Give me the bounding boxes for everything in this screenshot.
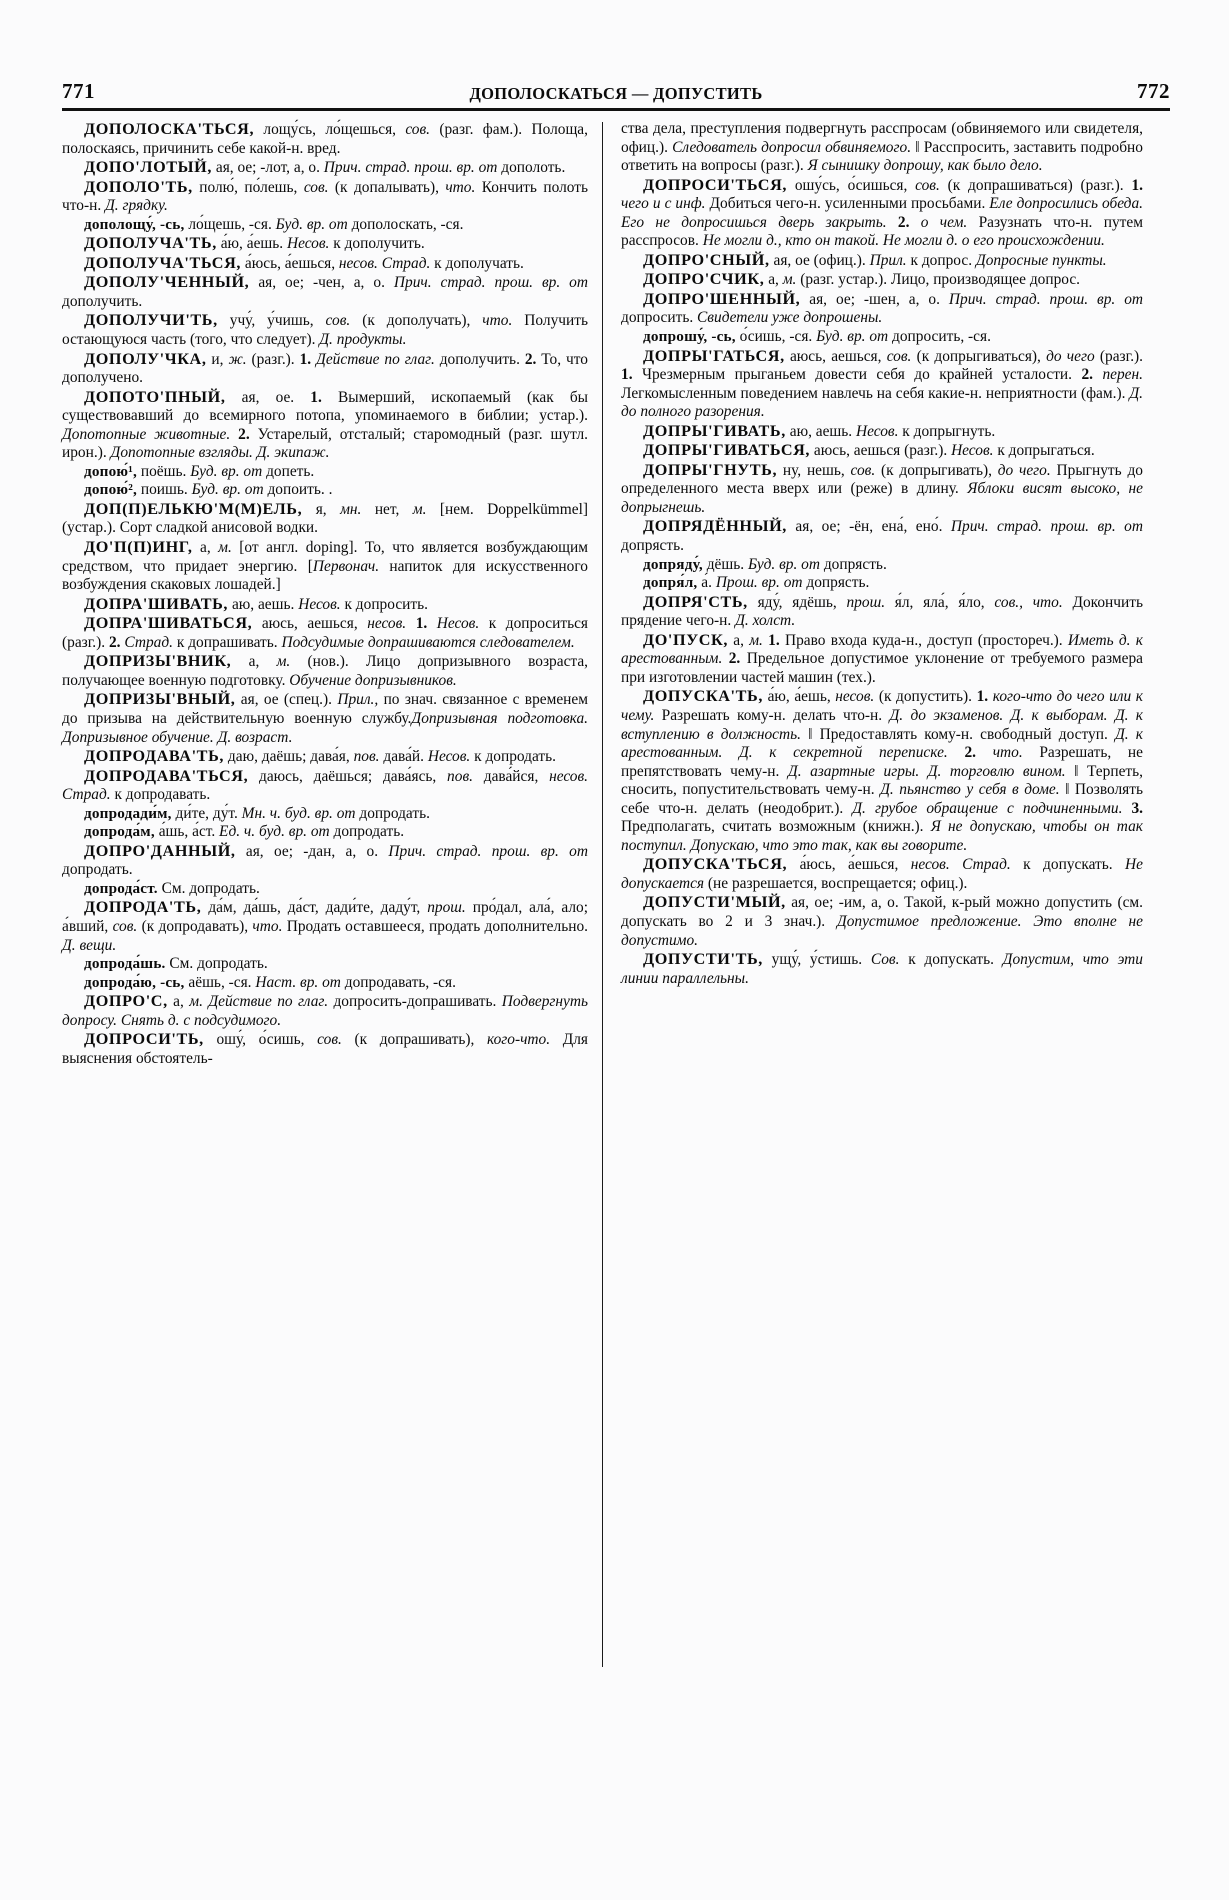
entry-definition: а́шь, а́ст. Ед. ч. буд. вр. от допродать. xyxy=(158,823,405,841)
entry-subheadword: допрода́ю, -сь, xyxy=(84,973,185,991)
entry-headword: ДОПРИЗЫ'ВНЫЙ, xyxy=(84,690,236,709)
dictionary-entry xyxy=(62,158,588,178)
dictionary-entry xyxy=(62,842,588,880)
entry-definition: поишь. Буд. вр. от допоить. . xyxy=(140,481,333,499)
entry-headword: ДОПОЛУЧА'ТЬ, xyxy=(84,234,217,253)
dictionary-entry xyxy=(62,500,588,538)
entry-definition: ая, ое; -шен, а, о. Прич. страд. прош. вр. от допросить. Свидетели уже допрошены. xyxy=(621,290,1143,327)
entry-subheadword: допою́¹, xyxy=(84,462,137,480)
entry-definition: а, м. (разг. устар.). Лицо, производящее допрос. xyxy=(768,271,1081,289)
entry-definition: ая, ое; -лот, а, о. Прич. страд. прош. вр. от дополоть. xyxy=(215,159,566,177)
entry-definition: аю, аешь. Несов. к допрыгнуть. xyxy=(789,422,996,440)
entry-definition: о́сишь, -ся. Буд. вр. от допросить, -ся. xyxy=(739,328,991,346)
entry-headword: ДОПРОСИ'ТЬСЯ, xyxy=(643,175,788,194)
dictionary-entry xyxy=(62,254,588,274)
dictionary-entry xyxy=(621,328,1143,347)
dictionary-entry xyxy=(621,290,1143,328)
entry-definition: да́м, да́шь, да́ст, дади́те, даду́т, прош. про́дал, ала́, ало; а́вший, сов. (к допродавать), что. Продать оставшееся, продать дополнительно. Д. вещи. xyxy=(62,899,589,954)
folio-right: 772 xyxy=(1137,79,1170,103)
entry-definition: ая, ое; -дан, а, о. Прич. страд. прош. вр. от допродать. xyxy=(62,842,588,879)
entry-definition: ло́щешь, -ся. Буд. вр. от дополоскать, -ся. xyxy=(188,215,464,233)
dictionary-entry xyxy=(62,178,588,216)
entry-headword: ДОПРА'ШИВАТЬ, xyxy=(84,594,229,613)
entry-headword: ДОПУСКА'ТЬСЯ, xyxy=(643,855,788,874)
dictionary-entry xyxy=(62,538,588,595)
dictionary-entry xyxy=(62,992,588,1030)
entry-headword: ДОПОЛУ'ЧКА, xyxy=(84,349,207,368)
entry-headword: ДОПРОДА'ТЬ, xyxy=(84,898,202,917)
entry-headword: ДОПРО'ДАННЫЙ, xyxy=(84,841,236,860)
page-header xyxy=(62,62,1170,102)
entry-definition: а, м. Действие по глаг. допросить-допрашивать. Подвергнуть допросу. Снять д. с подсудимого. xyxy=(62,993,588,1029)
dictionary-entry xyxy=(62,805,588,824)
entry-definition: и, ж. (разг.). 1. Действие по глаг. дополучить. 2. То, что дополучено. xyxy=(62,350,588,387)
entry-definition: а́. Прош. вр. от допрясть. xyxy=(701,574,870,592)
entry-definition: ая, ое; -им, а, о. Такой, к-рый можно допустить (см. допускать во 2 и 3 знач.). Допустимое предложение. Это вполне не допустимо. xyxy=(621,894,1143,949)
entry-subheadword: допрода́шь. xyxy=(84,955,166,973)
entry-definition: а́ю, а́ешь, несов. (к допустить). 1. кого-что до чего или к чему. Разрешать кому-н. делать что-н. Д. до экзаменов. Д. к выборам. Д. к вступлению в должность. ‖ Предоставлять кому-н. свободный доступ. Д. к арестованным. Д. к секретной переписке. 2. что. Разрешать, не препятствовать чему-н. Д. азартные игры. Д. торговлю вином. ‖ Терпеть, сносить, попустительствовать чему-н. Д. пьянство у себя в доме. ‖ Позволять себе что-н. делать (неодобрит.). Д. грубое обращение с подчиненными. 3. Предполагать, считать возможным (книжн.). Я не допускаю, чтобы он так поступил. Допускаю, что это так, как вы говорите. xyxy=(621,688,1144,854)
entry-definition: ая, ое (спец.). Прил., по знач. связанное с временем до призыва на действительную военную службу.Допризывная подготовка. Допризывное обучение. Д. возраст. xyxy=(62,691,588,746)
entry-definition: яду́, ядёшь, прош. я́л, яла́, я́ло, сов., что. Докончить прядение чего-н. Д. холст. xyxy=(621,593,1143,630)
entry-definition: аю, аешь. Несов. к допросить. xyxy=(231,595,428,613)
entry-definition: поёшь. Буд. вр. от допеть. xyxy=(140,462,315,480)
entry-headword: ДОПРО'СЧИК, xyxy=(643,270,765,289)
entry-definition: ства дела, преступления подвергнуть расспросам (обвиняемого или свидетеля, офиц.). Следователь допросил обвиняемого. ‖ Расспросить, заставить подробно ответить на вопросы (разг.). Я сынишку допрошу, как было дело. xyxy=(621,120,1143,175)
dictionary-entry xyxy=(621,176,1143,251)
dictionary-entry xyxy=(62,234,588,254)
entry-headword: ДОПРОДАВА'ТЬСЯ, xyxy=(84,766,249,785)
entry-definition: См. допродать. xyxy=(169,955,268,973)
entry-headword: ДОПРЫ'ГИВАТЬ, xyxy=(643,421,786,440)
dictionary-entry xyxy=(62,350,588,388)
entry-definition: аёшь, -ся. Наст. вр. от допродавать, -ся. xyxy=(188,973,456,991)
entry-definition: я, мн. нет, м. [нем. Doppelkümmel] (устар.). Сорт сладкой анисовой водки. xyxy=(62,500,588,537)
dictionary-entry xyxy=(621,422,1143,442)
dictionary-entry xyxy=(621,855,1143,893)
entry-definition: даю, даёшь; дава́я, пов. дава́й. Несов. к допродать. xyxy=(227,748,557,766)
dictionary-entry xyxy=(62,652,588,690)
entry-definition: полю́, по́лешь, сов. (к допалывать), что. Кончить полоть что-н. Д. грядку. xyxy=(62,178,588,215)
dictionary-entry xyxy=(621,556,1143,575)
entry-definition: а́ю, а́ешь. Несов. к дополучить. xyxy=(220,235,425,253)
column-left xyxy=(62,120,602,1820)
folio-left: 771 xyxy=(62,79,95,103)
entry-headword: ДОПОЛО'ТЬ, xyxy=(84,177,193,196)
dictionary-entry xyxy=(621,251,1143,271)
entry-definition: учу́, у́чишь, сов. (к дополучать), что. Получить остающуюся часть (того, что следует). Д. продукты. xyxy=(62,312,588,349)
entry-definition: дёшь. Буд. вр. от допрясть. xyxy=(706,555,887,573)
entry-subheadword: дополощу́, -сь, xyxy=(84,215,185,233)
entry-definition: ая, ое; -ён, ена́, ено́. Прич. страд. прош. вр. от допрясть. xyxy=(621,518,1143,555)
entry-headword: ДОПУСТИ'ТЬ, xyxy=(643,950,763,969)
entry-headword: ДОПО'ЛОТЫЙ, xyxy=(84,158,212,177)
dictionary-entry xyxy=(621,347,1143,422)
dictionary-entry xyxy=(621,270,1143,290)
entry-headword: ДО'ПУСК, xyxy=(643,630,728,649)
dictionary-entry xyxy=(621,687,1143,855)
entry-definition: ошу́сь, о́сишься, сов. (к допрашиваться) (разг.). 1. чего и с инф. Добиться чего-н. усиленными просьбами. Еле допросились обеда. Его не допросишься дверь закрыть. 2. о чем. Разузнать что-н. путем расспросов. Не могли д., кто он такой. Не могли д. о его происхождении. xyxy=(621,176,1143,250)
entry-headword: ДОПОЛОСКА'ТЬСЯ, xyxy=(84,120,255,138)
dictionary-entry xyxy=(621,461,1143,518)
dictionary-entry xyxy=(621,950,1143,988)
dictionary-entry xyxy=(62,595,588,615)
dictionary-entry xyxy=(62,463,588,482)
dictionary-entry xyxy=(621,441,1143,461)
entry-subheadword: допря́л, xyxy=(643,574,698,592)
dictionary-entry xyxy=(62,273,588,311)
dictionary-entry xyxy=(621,517,1143,555)
entry-definition: а, м. [от англ. doping]. То, что является возбуждающим средством, что придает энергию. [Первонач. напиток для искусственного возбуждения скаковых лошадей.] xyxy=(62,539,588,594)
entry-headword: ДОПРОСИ'ТЬ, xyxy=(84,1030,204,1049)
entry-definition: ая, ое; -чен, а, о. Прич. страд. прош. вр. от дополучить. xyxy=(62,274,588,310)
entry-definition: аюсь, аешься (разг.). Несов. к допрыгаться. xyxy=(813,442,1095,460)
dictionary-entry xyxy=(62,216,588,235)
entry-headword: ДОПРА'ШИВАТЬСЯ, xyxy=(84,614,253,633)
entry-headword: ДОПОЛУЧА'ТЬСЯ, xyxy=(84,253,242,272)
entry-definition: ну, нешь, сов. (к допрыгивать), до чего. Прыгнуть до определенного места вверх или (реже) в длину. Яблоки висят высоко, не допрыгнешь. xyxy=(621,461,1143,516)
entry-definition: лощу́сь, ло́щешься, сов. (разг. фам.). Полоща, полоскаясь, причинить себе какой-н. вред. xyxy=(62,121,588,157)
entry-subheadword: допрода́ст. xyxy=(84,879,158,897)
entry-headword: ДОПРИЗЫ'ВНИК, xyxy=(84,652,232,671)
entry-definition: ая, ое. 1. Вымерший, ископаемый (как бы существовавший до всемирного потопа, упоминаемого в библии; устар.). Допотопные животные. 2. Устарелый, отсталый; старомодный (разг. шутл. ирон.). Допотопные взгляды. Д. экипаж. xyxy=(62,388,588,462)
entry-headword: ДОПОЛУЧИ'ТЬ, xyxy=(84,311,218,330)
entry-headword: ДОПУСКА'ТЬ, xyxy=(643,687,763,706)
entry-subheadword: допродади́м, xyxy=(84,804,172,822)
dictionary-entry xyxy=(62,767,588,805)
dictionary-entry xyxy=(62,614,588,652)
entry-definition: См. допродать. xyxy=(161,879,260,897)
entry-headword: ДОПРЫ'ГИВАТЬСЯ, xyxy=(643,441,811,460)
text-columns xyxy=(62,120,1170,1820)
entry-headword: ДОПРЫ'ГАТЬСЯ, xyxy=(643,346,785,365)
dictionary-entry xyxy=(62,880,588,899)
dictionary-entry xyxy=(62,388,588,463)
entry-headword: ДОПРО'СНЫЙ, xyxy=(643,250,770,269)
dictionary-entry xyxy=(62,311,588,349)
header-rule xyxy=(62,108,1170,111)
entry-headword: ДОПРОДАВА'ТЬ, xyxy=(84,747,225,766)
dictionary-entry xyxy=(62,481,588,500)
entry-subheadword: допою́², xyxy=(84,481,137,499)
entry-continuation xyxy=(621,120,1143,176)
entry-definition: ошу́, о́сишь, сов. (к допрашивать), кого-что. Для выяснения обстоятель- xyxy=(62,1031,588,1067)
dictionary-entry xyxy=(621,631,1143,688)
entry-definition: ущу́, у́стишь. Сов. к допускать. Допустим, что эти линии параллельны. xyxy=(621,951,1143,987)
entry-definition: а, м. 1. Право входа куда-н., доступ (простореч.). Иметь д. к арестованным. 2. Предельное допустимое уклонение от требуемого размера при изготовлении частей машин (тех.). xyxy=(621,631,1143,686)
dictionary-entry xyxy=(62,120,588,158)
dictionary-entry xyxy=(62,747,588,767)
dictionary-entry xyxy=(62,974,588,993)
entry-headword: ДОП(П)ЕЛЬКЮ'М(М)ЕЛЬ, xyxy=(84,499,303,518)
running-title: ДОПОЛОСКАТЬСЯ — ДОПУСТИТЬ xyxy=(469,83,763,103)
entry-definition: даюсь, даёшься; дава́ясь, пов. дава́йся, несов. Страд. к допродавать. xyxy=(62,767,588,804)
entry-definition: а́юсь, а́ешься, несов. Страд. к дополучать. xyxy=(244,254,524,272)
dictionary-entry xyxy=(62,1030,588,1068)
dictionary-entry xyxy=(62,898,588,955)
entry-headword: ДОПРО'ШЕННЫЙ, xyxy=(643,289,801,308)
entry-definition: ая, ое (офиц.). Прил. к допрос. Допросные пункты. xyxy=(773,251,1107,269)
dictionary-entry xyxy=(621,593,1143,631)
dictionary-entry xyxy=(621,893,1143,950)
entry-headword: ДОПРЫ'ГНУТЬ, xyxy=(643,460,778,479)
column-right xyxy=(603,120,1143,1820)
entry-headword: ДОПРО'С, xyxy=(84,992,168,1011)
entry-definition: ди́те, ду́т. Мн. ч. буд. вр. от допродать. xyxy=(175,804,430,822)
entry-headword: ДОПУСТИ'МЫЙ, xyxy=(643,893,786,912)
entry-subheadword: допрошу́, -сь, xyxy=(643,328,736,346)
entry-headword: ДОПРЯ'СТЬ, xyxy=(643,592,748,611)
entry-headword: ДО'П(П)ИНГ, xyxy=(84,538,193,557)
dictionary-entry xyxy=(62,955,588,974)
entry-subheadword: допряду́, xyxy=(643,555,703,573)
entry-definition: а́юсь, а́ешься, несов. Страд. к допускать. Не допускается (не разрешается, воспрещается; офиц.). xyxy=(621,856,1143,892)
entry-headword: ДОПОТО'ПНЫЙ, xyxy=(84,387,226,406)
dictionary-entry xyxy=(621,574,1143,593)
entry-definition: аюсь, аешься, сов. (к допрыгиваться), до чего (разг.). 1. Чрезмерным прыганьем довести себя до крайней усталости. 2. перен. Легкомысленным поведением навлечь на себя какие-н. неприятности (фам.). Д. до полного разорения. xyxy=(621,347,1144,421)
entry-headword: ДОПРЯДЁННЫЙ, xyxy=(643,517,787,536)
entry-subheadword: допрода́м, xyxy=(84,823,155,841)
entry-definition: а, м. (нов.). Лицо допризывного возраста, получающее военную подготовку. Обучение допризывников. xyxy=(62,653,589,689)
dictionary-entry xyxy=(62,690,588,747)
entry-headword: ДОПОЛУ'ЧЕННЫЙ, xyxy=(84,273,250,292)
dictionary-entry xyxy=(62,823,588,842)
entry-definition: аюсь, аешься, несов. 1. Несов. к допроситься (разг.). 2. Страд. к допрашивать. Подсудимые допрашиваются следователем. xyxy=(62,615,589,651)
